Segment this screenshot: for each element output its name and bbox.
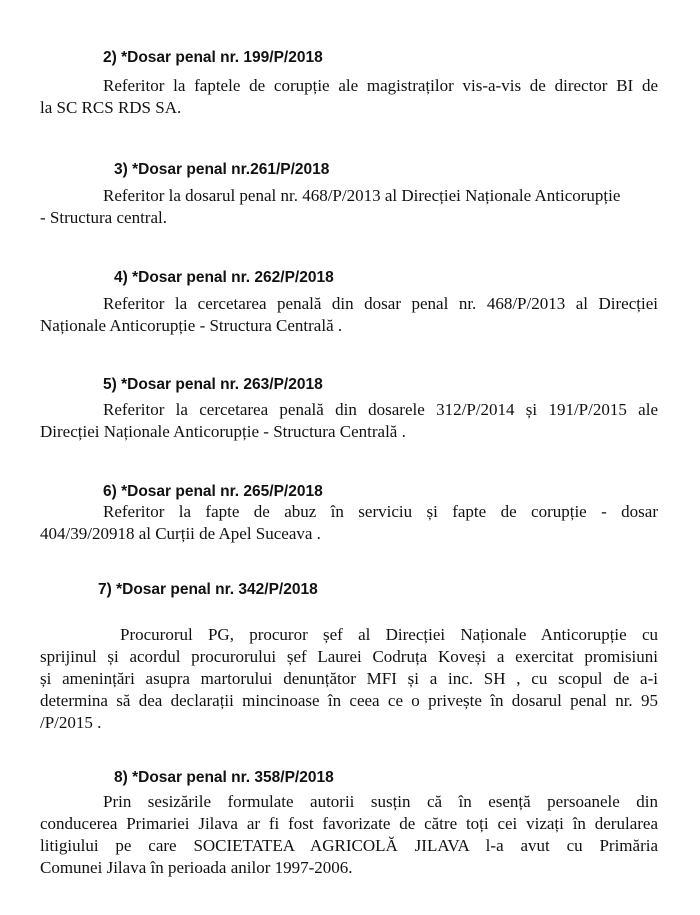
case-text-line: Naționale Anticorupție - Structura Centrală . <box>40 316 343 335</box>
case-text-line: - Structura central. <box>40 208 167 227</box>
case-text-line: Prin sesizările formulate autorii susțin că în esență persoanele din <box>103 792 658 811</box>
case-text-line: sprijinul și acordul procurorului șef Laurei Codruța Koveși a exercitat promisiuni <box>40 647 658 666</box>
case-text-line: și amenințări asupra martorului denunțător MFI și a inc. SH , cu scopul de a-i <box>40 669 658 688</box>
case-title: 8) *Dosar penal nr. 358/P/2018 <box>114 769 334 786</box>
case-title: 5) *Dosar penal nr. 263/P/2018 <box>103 376 323 393</box>
case-title: 6) *Dosar penal nr. 265/P/2018 <box>103 483 323 500</box>
case-text-line: /P/2015 . <box>40 713 102 732</box>
case-text-line: conducerea Primariei Jilava ar fi fost favorizate de către toți cei vizați în derularea <box>40 814 658 833</box>
case-text-line: Direcției Naționale Anticorupție - Structura Centrală . <box>40 422 406 441</box>
case-text-line: determina să dea declarații mincinoase în ceea ce o privește în dosarul penal nr. 95 <box>40 691 658 710</box>
case-text-line: Referitor la dosarul penal nr. 468/P/2013 al Direcției Naționale Anticorupție <box>103 186 621 205</box>
case-title: 3) *Dosar penal nr.261/P/2018 <box>114 161 330 178</box>
case-title: 7) *Dosar penal nr. 342/P/2018 <box>98 581 318 598</box>
case-text-line: litigiului pe care SOCIETATEA AGRICOLĂ JILAVA l-a avut cu Primăria <box>40 836 658 855</box>
case-text-line: Procurorul PG, procuror șef al Direcției Naționale Anticorupție cu <box>120 625 658 644</box>
case-text-line: Referitor la faptele de corupție ale magistraților vis-a-vis de director BI de <box>103 76 658 95</box>
case-text-line: Referitor la cercetarea penală din dosar penal nr. 468/P/2013 al Direcției <box>103 294 658 313</box>
case-text-line: 404/39/20918 al Curții de Apel Suceava . <box>40 524 321 543</box>
case-text-line: Referitor la cercetarea penală din dosarele 312/P/2014 și 191/P/2015 ale <box>103 400 658 419</box>
case-text-line: la SC RCS RDS SA. <box>40 98 182 117</box>
case-text-line: Referitor la fapte de abuz în serviciu și fapte de corupție - dosar <box>103 502 658 521</box>
case-text-line: Comunei Jilava în perioada anilor 1997-2006. <box>40 858 353 877</box>
case-title: 2) *Dosar penal nr. 199/P/2018 <box>103 49 323 66</box>
case-title: 4) *Dosar penal nr. 262/P/2018 <box>114 269 334 286</box>
